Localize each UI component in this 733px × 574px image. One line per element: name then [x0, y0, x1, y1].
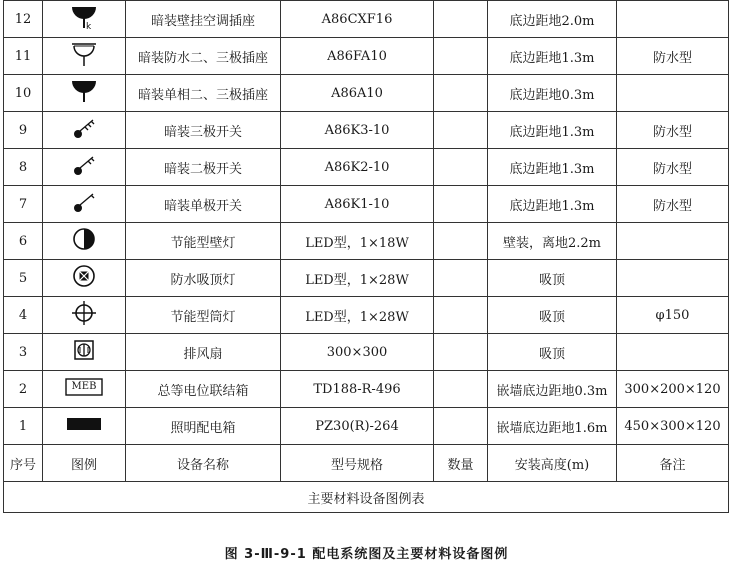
cell-no: 10 — [4, 75, 43, 112]
table-row — [4, 38, 729, 75]
cell-remark — [617, 334, 729, 371]
cell-name: 暗装三极开关 — [126, 112, 281, 149]
cell-no: 4 — [4, 297, 43, 334]
three-pole-switch-icon — [69, 115, 99, 145]
cell-remark: 防水型 — [617, 112, 729, 149]
table-row — [4, 112, 729, 149]
cell-model: A86K1-10 — [281, 186, 434, 223]
cell-qty — [434, 1, 488, 38]
wall-lamp-icon — [71, 226, 97, 256]
two-pole-switch-icon — [69, 152, 99, 182]
cell-no: 6 — [4, 223, 43, 260]
table-title-row — [4, 482, 729, 513]
cell-remark: φ150 — [617, 297, 729, 334]
header-model: 型号规格 — [281, 445, 434, 482]
legend-symbol-cell — [43, 149, 126, 186]
cell-name: 暗装单极开关 — [126, 186, 281, 223]
wall-ac-socket-icon — [69, 4, 99, 34]
cell-model: A86CXF16 — [281, 1, 434, 38]
meb-box-icon — [65, 378, 103, 400]
legend-symbol-cell — [43, 297, 126, 334]
table-row — [4, 1, 729, 38]
cell-qty — [434, 371, 488, 408]
header-row — [4, 445, 729, 482]
cell-remark: 300×200×120 — [617, 371, 729, 408]
legend-symbol-cell — [43, 38, 126, 75]
cell-qty — [434, 297, 488, 334]
cell-name: 暗装单相二、三极插座 — [126, 75, 281, 112]
cell-model: A86K3-10 — [281, 112, 434, 149]
cell-qty — [434, 334, 488, 371]
header-remark: 备注 — [617, 445, 729, 482]
table-row — [4, 297, 729, 334]
single-phase-socket-icon — [69, 78, 99, 108]
meb-label: MEB — [71, 381, 97, 392]
cell-height: 底边距地1.3m — [488, 38, 617, 75]
legend-symbol-cell — [43, 112, 126, 149]
cell-remark — [617, 223, 729, 260]
lighting-panel-icon — [66, 416, 102, 436]
svg-text:k: k — [86, 22, 92, 30]
cell-height: 壁装，离地2.2m — [488, 223, 617, 260]
cell-height: 底边距地0.3m — [488, 75, 617, 112]
table-row — [4, 371, 729, 408]
cell-remark — [617, 260, 729, 297]
legend-symbol-cell — [43, 223, 126, 260]
cell-qty — [434, 223, 488, 260]
cell-name: 暗装二极开关 — [126, 149, 281, 186]
cell-qty — [434, 149, 488, 186]
cell-qty — [434, 408, 488, 445]
cell-no: 5 — [4, 260, 43, 297]
cell-no: 12 — [4, 1, 43, 38]
cell-model: LED型，1×28W — [281, 297, 434, 334]
legend-symbol-cell — [43, 75, 126, 112]
cell-qty — [434, 186, 488, 223]
header-no: 序号 — [4, 445, 43, 482]
cell-height: 吸顶 — [488, 334, 617, 371]
cell-model: LED型，1×28W — [281, 260, 434, 297]
cell-no: 9 — [4, 112, 43, 149]
header-qty: 数量 — [434, 445, 488, 482]
header-name: 设备名称 — [126, 445, 281, 482]
cell-model: LED型，1×18W — [281, 223, 434, 260]
cell-height: 底边距地1.3m — [488, 112, 617, 149]
cell-name: 暗装壁挂空调插座 — [126, 1, 281, 38]
cell-name: 暗装防水二、三极插座 — [126, 38, 281, 75]
cell-name: 防水吸顶灯 — [126, 260, 281, 297]
cell-model: A86FA10 — [281, 38, 434, 75]
cell-no: 1 — [4, 408, 43, 445]
cell-remark: 防水型 — [617, 149, 729, 186]
table-row — [4, 260, 729, 297]
cell-height: 吸顶 — [488, 260, 617, 297]
cell-qty — [434, 260, 488, 297]
cell-model: A86A10 — [281, 75, 434, 112]
cell-model: TD188-R-496 — [281, 371, 434, 408]
cell-height: 底边距地1.3m — [488, 149, 617, 186]
cell-remark — [617, 1, 729, 38]
cell-name: 照明配电箱 — [126, 408, 281, 445]
legend-symbol-cell — [43, 1, 126, 38]
cell-remark: 防水型 — [617, 186, 729, 223]
cell-height: 吸顶 — [488, 297, 617, 334]
cell-remark: 防水型 — [617, 38, 729, 75]
cell-height: 嵌墙底边距地1.6m — [488, 408, 617, 445]
cell-qty — [434, 112, 488, 149]
table-row — [4, 75, 729, 112]
downlight-icon — [70, 299, 98, 331]
cell-name: 总等电位联结箱 — [126, 371, 281, 408]
figure-caption: 图 3-Ⅲ-9-1 配电系统图及主要材料设备图例 — [224, 547, 509, 562]
waterproof-ceiling-lamp-icon — [71, 263, 97, 293]
cell-name: 节能型筒灯 — [126, 297, 281, 334]
table-row — [4, 223, 729, 260]
legend-symbol-cell — [43, 334, 126, 371]
cell-remark — [617, 75, 729, 112]
legend-symbol-cell — [43, 408, 126, 445]
cell-qty — [434, 75, 488, 112]
cell-no: 2 — [4, 371, 43, 408]
cell-height: 底边距地1.3m — [488, 186, 617, 223]
table-row — [4, 334, 729, 371]
table-row — [4, 186, 729, 223]
single-pole-switch-icon — [69, 189, 99, 219]
cell-model: PZ30(R)-264 — [281, 408, 434, 445]
cell-no: 11 — [4, 38, 43, 75]
cell-model: A86K2-10 — [281, 149, 434, 186]
cell-height: 嵌墙底边距地0.3m — [488, 371, 617, 408]
legend-symbol-cell — [43, 186, 126, 223]
cell-height: 底边距地2.0m — [488, 1, 617, 38]
exhaust-fan-icon — [72, 338, 96, 366]
header-height: 安装高度(m) — [488, 445, 617, 482]
cell-qty — [434, 38, 488, 75]
table-title: 主要材料设备图例表 — [4, 482, 729, 513]
materials-legend-table — [3, 0, 729, 513]
table-row — [4, 149, 729, 186]
cell-no: 8 — [4, 149, 43, 186]
cell-name: 排风扇 — [126, 334, 281, 371]
legend-symbol-cell — [43, 371, 126, 408]
legend-symbol-cell — [43, 260, 126, 297]
header-icon: 图例 — [43, 445, 126, 482]
cell-no: 3 — [4, 334, 43, 371]
cell-no: 7 — [4, 186, 43, 223]
cell-remark: 450×300×120 — [617, 408, 729, 445]
waterproof-socket-icon — [69, 41, 99, 71]
cell-name: 节能型壁灯 — [126, 223, 281, 260]
table-row — [4, 408, 729, 445]
cell-model: 300×300 — [281, 334, 434, 371]
legend-sheet — [3, 0, 728, 513]
